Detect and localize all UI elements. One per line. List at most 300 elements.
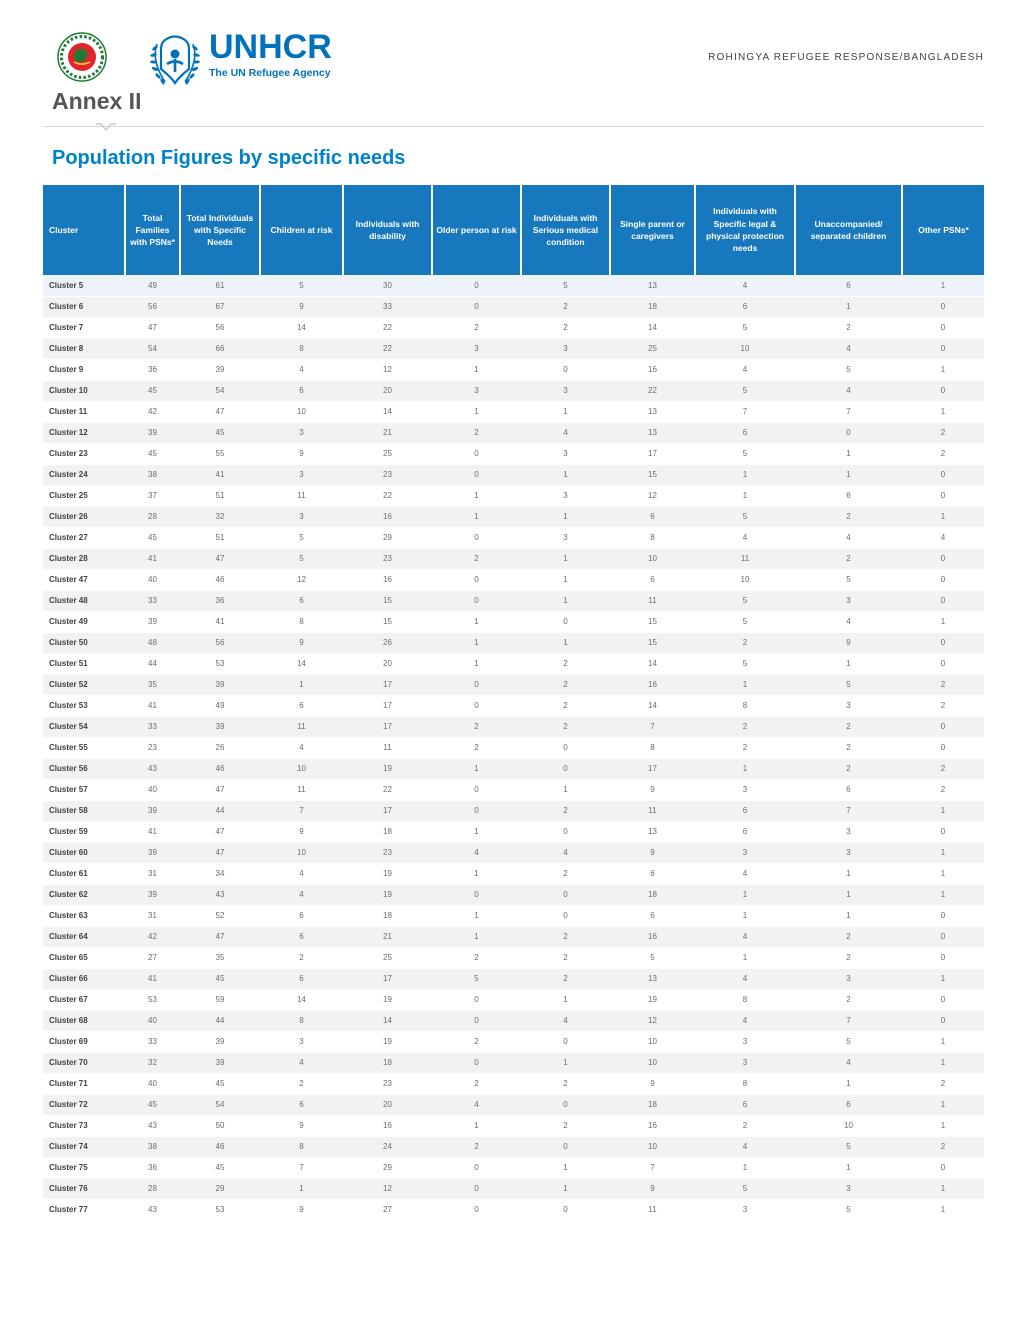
document-header-right-text: ROHINGYA REFUGEE RESPONSE/BANGLADESH — [708, 52, 984, 63]
value-cell: 0 — [902, 821, 984, 842]
table-header-row — [43, 185, 984, 275]
cluster-label: Cluster 6 — [43, 296, 125, 317]
value-cell: 32 — [125, 1052, 180, 1073]
cluster-label: Cluster 24 — [43, 464, 125, 485]
value-cell: 3 — [695, 779, 795, 800]
value-cell: 39 — [180, 359, 260, 380]
value-cell: 47 — [180, 401, 260, 422]
value-cell: 5 — [695, 443, 795, 464]
table-row — [43, 443, 984, 464]
value-cell: 1 — [432, 1115, 521, 1136]
value-cell: 41 — [125, 821, 180, 842]
table-row — [43, 695, 984, 716]
cluster-label: Cluster 47 — [43, 569, 125, 590]
value-cell: 10 — [610, 1052, 695, 1073]
value-cell: 1 — [432, 401, 521, 422]
value-cell: 7 — [795, 800, 902, 821]
value-cell: 4 — [695, 968, 795, 989]
value-cell: 50 — [180, 1115, 260, 1136]
value-cell: 4 — [795, 611, 902, 632]
table-row — [43, 884, 984, 905]
value-cell: 9 — [795, 632, 902, 653]
value-cell: 8 — [695, 1073, 795, 1094]
value-cell: 9 — [260, 1199, 343, 1220]
cluster-label: Cluster 12 — [43, 422, 125, 443]
value-cell: 13 — [610, 821, 695, 842]
value-cell: 14 — [260, 989, 343, 1010]
value-cell: 36 — [125, 359, 180, 380]
cluster-label: Cluster 76 — [43, 1178, 125, 1199]
value-cell: 0 — [902, 905, 984, 926]
value-cell: 5 — [695, 380, 795, 401]
value-cell: 2 — [902, 1136, 984, 1157]
value-cell: 4 — [521, 842, 610, 863]
column-header-8: Individuals with Specific legal & physical protection needs — [695, 185, 795, 275]
value-cell: 29 — [180, 1178, 260, 1199]
value-cell: 4 — [795, 338, 902, 359]
value-cell: 6 — [260, 380, 343, 401]
value-cell: 0 — [432, 1178, 521, 1199]
value-cell: 6 — [695, 296, 795, 317]
value-cell: 3 — [432, 338, 521, 359]
value-cell: 1 — [521, 548, 610, 569]
column-header-5: Older person at risk — [432, 185, 521, 275]
cluster-label: Cluster 53 — [43, 695, 125, 716]
value-cell: 6 — [260, 695, 343, 716]
value-cell: 2 — [795, 947, 902, 968]
value-cell: 2 — [432, 716, 521, 737]
value-cell: 1 — [521, 569, 610, 590]
value-cell: 40 — [125, 1073, 180, 1094]
value-cell: 2 — [795, 989, 902, 1010]
value-cell: 1 — [795, 884, 902, 905]
value-cell: 2 — [432, 947, 521, 968]
value-cell: 1 — [432, 758, 521, 779]
value-cell: 16 — [610, 359, 695, 380]
value-cell: 15 — [610, 632, 695, 653]
page-header — [57, 30, 984, 90]
value-cell: 17 — [610, 443, 695, 464]
value-cell: 4 — [260, 737, 343, 758]
value-cell: 4 — [521, 1010, 610, 1031]
value-cell: 45 — [125, 527, 180, 548]
value-cell: 1 — [521, 989, 610, 1010]
value-cell: 51 — [180, 485, 260, 506]
value-cell: 12 — [260, 569, 343, 590]
value-cell: 3 — [432, 380, 521, 401]
value-cell: 9 — [260, 632, 343, 653]
value-cell: 45 — [125, 380, 180, 401]
value-cell: 2 — [521, 674, 610, 695]
value-cell: 2 — [432, 422, 521, 443]
cluster-label: Cluster 69 — [43, 1031, 125, 1052]
value-cell: 1 — [795, 464, 902, 485]
value-cell: 56 — [180, 632, 260, 653]
table-row — [43, 737, 984, 758]
value-cell: 8 — [695, 695, 795, 716]
value-cell: 1 — [902, 1052, 984, 1073]
value-cell: 15 — [343, 590, 432, 611]
value-cell: 2 — [521, 317, 610, 338]
value-cell: 2 — [902, 443, 984, 464]
value-cell: 0 — [902, 485, 984, 506]
value-cell: 8 — [610, 737, 695, 758]
cluster-label: Cluster 27 — [43, 527, 125, 548]
cluster-label: Cluster 74 — [43, 1136, 125, 1157]
value-cell: 0 — [432, 1052, 521, 1073]
value-cell: 6 — [610, 569, 695, 590]
value-cell: 0 — [902, 926, 984, 947]
column-header-2: Total Individuals with Specific Needs — [180, 185, 260, 275]
cluster-label: Cluster 66 — [43, 968, 125, 989]
value-cell: 7 — [695, 401, 795, 422]
value-cell: 11 — [610, 1199, 695, 1220]
value-cell: 66 — [180, 338, 260, 359]
value-cell: 51 — [180, 527, 260, 548]
value-cell: 54 — [180, 1094, 260, 1115]
value-cell: 1 — [695, 884, 795, 905]
value-cell: 1 — [521, 1052, 610, 1073]
column-header-3: Children at risk — [260, 185, 343, 275]
table-row — [43, 653, 984, 674]
value-cell: 17 — [343, 800, 432, 821]
value-cell: 13 — [610, 968, 695, 989]
value-cell: 2 — [695, 716, 795, 737]
table-row — [43, 632, 984, 653]
value-cell: 22 — [343, 317, 432, 338]
value-cell: 4 — [695, 275, 795, 296]
value-cell: 1 — [795, 296, 902, 317]
value-cell: 17 — [343, 674, 432, 695]
value-cell: 5 — [795, 1031, 902, 1052]
value-cell: 8 — [260, 611, 343, 632]
value-cell: 53 — [125, 989, 180, 1010]
value-cell: 20 — [343, 380, 432, 401]
value-cell: 5 — [695, 506, 795, 527]
value-cell: 14 — [610, 317, 695, 338]
value-cell: 7 — [610, 716, 695, 737]
value-cell: 0 — [432, 443, 521, 464]
value-cell: 47 — [180, 548, 260, 569]
value-cell: 36 — [180, 590, 260, 611]
value-cell: 6 — [695, 821, 795, 842]
value-cell: 1 — [432, 506, 521, 527]
cluster-label: Cluster 68 — [43, 1010, 125, 1031]
value-cell: 54 — [180, 380, 260, 401]
value-cell: 11 — [343, 737, 432, 758]
value-cell: 18 — [343, 905, 432, 926]
value-cell: 59 — [180, 989, 260, 1010]
value-cell: 9 — [260, 443, 343, 464]
value-cell: 13 — [610, 401, 695, 422]
value-cell: 41 — [125, 695, 180, 716]
value-cell: 4 — [695, 1136, 795, 1157]
value-cell: 6 — [695, 800, 795, 821]
value-cell: 2 — [432, 737, 521, 758]
value-cell: 41 — [125, 968, 180, 989]
value-cell: 23 — [125, 737, 180, 758]
column-header-10: Other PSNs* — [902, 185, 984, 275]
value-cell: 0 — [521, 821, 610, 842]
value-cell: 43 — [125, 1115, 180, 1136]
value-cell: 6 — [795, 1094, 902, 1115]
value-cell: 31 — [125, 863, 180, 884]
unhcr-title-text: UNHCR — [209, 28, 332, 66]
value-cell: 27 — [343, 1199, 432, 1220]
value-cell: 1 — [902, 1094, 984, 1115]
value-cell: 10 — [260, 842, 343, 863]
value-cell: 3 — [795, 968, 902, 989]
value-cell: 6 — [795, 485, 902, 506]
value-cell: 39 — [180, 674, 260, 695]
value-cell: 8 — [260, 1010, 343, 1031]
value-cell: 1 — [795, 443, 902, 464]
value-cell: 18 — [343, 1052, 432, 1073]
value-cell: 29 — [343, 527, 432, 548]
table-row — [43, 1010, 984, 1031]
value-cell: 2 — [795, 716, 902, 737]
value-cell: 11 — [610, 800, 695, 821]
value-cell: 11 — [260, 485, 343, 506]
value-cell: 17 — [343, 716, 432, 737]
value-cell: 21 — [343, 422, 432, 443]
value-cell: 1 — [795, 1073, 902, 1094]
value-cell: 2 — [521, 863, 610, 884]
population-psn-table — [43, 185, 984, 1221]
value-cell: 39 — [125, 422, 180, 443]
value-cell: 2 — [902, 779, 984, 800]
value-cell: 18 — [610, 884, 695, 905]
value-cell: 2 — [902, 758, 984, 779]
table-row — [43, 1094, 984, 1115]
value-cell: 4 — [795, 527, 902, 548]
value-cell: 3 — [260, 464, 343, 485]
value-cell: 5 — [695, 1178, 795, 1199]
value-cell: 10 — [260, 401, 343, 422]
value-cell: 3 — [521, 338, 610, 359]
value-cell: 38 — [125, 1136, 180, 1157]
value-cell: 2 — [521, 947, 610, 968]
value-cell: 52 — [180, 905, 260, 926]
value-cell: 33 — [125, 1031, 180, 1052]
value-cell: 1 — [695, 1157, 795, 1178]
value-cell: 33 — [125, 716, 180, 737]
value-cell: 15 — [343, 611, 432, 632]
value-cell: 16 — [343, 569, 432, 590]
table-row — [43, 863, 984, 884]
value-cell: 34 — [180, 863, 260, 884]
value-cell: 0 — [902, 947, 984, 968]
cluster-label: Cluster 63 — [43, 905, 125, 926]
cluster-label: Cluster 51 — [43, 653, 125, 674]
value-cell: 28 — [125, 1178, 180, 1199]
value-cell: 11 — [695, 548, 795, 569]
value-cell: 45 — [180, 1157, 260, 1178]
table-row — [43, 380, 984, 401]
value-cell: 1 — [795, 905, 902, 926]
cluster-label: Cluster 50 — [43, 632, 125, 653]
value-cell: 35 — [125, 674, 180, 695]
value-cell: 2 — [521, 1073, 610, 1094]
value-cell: 47 — [180, 821, 260, 842]
value-cell: 12 — [610, 1010, 695, 1031]
cluster-label: Cluster 59 — [43, 821, 125, 842]
value-cell: 9 — [610, 842, 695, 863]
value-cell: 4 — [260, 884, 343, 905]
value-cell: 1 — [521, 1178, 610, 1199]
value-cell: 26 — [343, 632, 432, 653]
value-cell: 1 — [902, 506, 984, 527]
value-cell: 4 — [695, 359, 795, 380]
value-cell: 16 — [610, 674, 695, 695]
value-cell: 9 — [610, 1178, 695, 1199]
table-row — [43, 1031, 984, 1052]
value-cell: 0 — [521, 1031, 610, 1052]
value-cell: 2 — [432, 548, 521, 569]
value-cell: 0 — [521, 1136, 610, 1157]
value-cell: 45 — [125, 443, 180, 464]
chevron-down-icon — [95, 122, 117, 132]
value-cell: 1 — [695, 674, 795, 695]
value-cell: 0 — [432, 1199, 521, 1220]
value-cell: 2 — [795, 926, 902, 947]
value-cell: 3 — [260, 506, 343, 527]
table-row — [43, 842, 984, 863]
value-cell: 1 — [432, 485, 521, 506]
value-cell: 0 — [432, 464, 521, 485]
value-cell: 0 — [902, 1010, 984, 1031]
value-cell: 19 — [343, 863, 432, 884]
value-cell: 11 — [260, 779, 343, 800]
value-cell: 5 — [260, 527, 343, 548]
value-cell: 4 — [795, 380, 902, 401]
cluster-label: Cluster 67 — [43, 989, 125, 1010]
value-cell: 0 — [521, 737, 610, 758]
cluster-label: Cluster 28 — [43, 548, 125, 569]
cluster-label: Cluster 64 — [43, 926, 125, 947]
value-cell: 0 — [902, 548, 984, 569]
value-cell: 1 — [432, 632, 521, 653]
bangladesh-emblem-icon — [57, 32, 107, 82]
value-cell: 3 — [260, 422, 343, 443]
value-cell: 9 — [260, 1115, 343, 1136]
cluster-label: Cluster 11 — [43, 401, 125, 422]
value-cell: 38 — [125, 464, 180, 485]
value-cell: 1 — [260, 674, 343, 695]
value-cell: 0 — [902, 716, 984, 737]
value-cell: 0 — [902, 737, 984, 758]
value-cell: 6 — [610, 863, 695, 884]
table-row — [43, 800, 984, 821]
value-cell: 2 — [432, 1073, 521, 1094]
table-row — [43, 590, 984, 611]
value-cell: 5 — [795, 1199, 902, 1220]
table-row — [43, 1073, 984, 1094]
value-cell: 2 — [795, 506, 902, 527]
value-cell: 2 — [432, 1031, 521, 1052]
table-row — [43, 1178, 984, 1199]
cluster-label: Cluster 58 — [43, 800, 125, 821]
table-row — [43, 1115, 984, 1136]
value-cell: 1 — [902, 968, 984, 989]
value-cell: 18 — [610, 1094, 695, 1115]
value-cell: 12 — [343, 1178, 432, 1199]
value-cell: 43 — [125, 758, 180, 779]
value-cell: 2 — [521, 296, 610, 317]
cluster-label: Cluster 57 — [43, 779, 125, 800]
value-cell: 1 — [521, 506, 610, 527]
cluster-label: Cluster 8 — [43, 338, 125, 359]
table-row — [43, 758, 984, 779]
value-cell: 0 — [432, 1157, 521, 1178]
value-cell: 13 — [610, 275, 695, 296]
value-cell: 1 — [432, 611, 521, 632]
value-cell: 0 — [521, 611, 610, 632]
value-cell: 6 — [795, 275, 902, 296]
value-cell: 47 — [180, 842, 260, 863]
value-cell: 47 — [125, 317, 180, 338]
value-cell: 39 — [125, 611, 180, 632]
value-cell: 2 — [432, 1136, 521, 1157]
psn-table-container — [43, 185, 984, 1221]
value-cell: 61 — [180, 275, 260, 296]
value-cell: 2 — [432, 317, 521, 338]
value-cell: 0 — [902, 569, 984, 590]
column-header-1: Total Families with PSNs* — [125, 185, 180, 275]
value-cell: 0 — [902, 632, 984, 653]
value-cell: 1 — [902, 275, 984, 296]
value-cell: 4 — [521, 422, 610, 443]
table-row — [43, 968, 984, 989]
value-cell: 43 — [125, 1199, 180, 1220]
cluster-label: Cluster 71 — [43, 1073, 125, 1094]
value-cell: 1 — [521, 401, 610, 422]
value-cell: 3 — [521, 527, 610, 548]
value-cell: 6 — [260, 905, 343, 926]
value-cell: 2 — [521, 695, 610, 716]
value-cell: 1 — [521, 1157, 610, 1178]
value-cell: 2 — [521, 926, 610, 947]
column-header-0: Cluster — [43, 185, 125, 275]
value-cell: 2 — [902, 422, 984, 443]
value-cell: 4 — [695, 1010, 795, 1031]
value-cell: 16 — [610, 1115, 695, 1136]
cluster-label: Cluster 26 — [43, 506, 125, 527]
cluster-label: Cluster 72 — [43, 1094, 125, 1115]
value-cell: 26 — [180, 737, 260, 758]
value-cell: 0 — [432, 296, 521, 317]
value-cell: 0 — [902, 317, 984, 338]
value-cell: 0 — [902, 296, 984, 317]
value-cell: 2 — [902, 674, 984, 695]
value-cell: 8 — [695, 989, 795, 1010]
cluster-label: Cluster 62 — [43, 884, 125, 905]
value-cell: 5 — [610, 947, 695, 968]
value-cell: 45 — [180, 422, 260, 443]
value-cell: 0 — [432, 800, 521, 821]
value-cell: 3 — [521, 380, 610, 401]
cluster-label: Cluster 70 — [43, 1052, 125, 1073]
column-header-4: Individuals with disability — [343, 185, 432, 275]
table-row — [43, 527, 984, 548]
value-cell: 22 — [343, 779, 432, 800]
value-cell: 12 — [610, 485, 695, 506]
table-row — [43, 485, 984, 506]
value-cell: 21 — [343, 926, 432, 947]
cluster-label: Cluster 10 — [43, 380, 125, 401]
value-cell: 49 — [125, 275, 180, 296]
value-cell: 2 — [902, 1073, 984, 1094]
